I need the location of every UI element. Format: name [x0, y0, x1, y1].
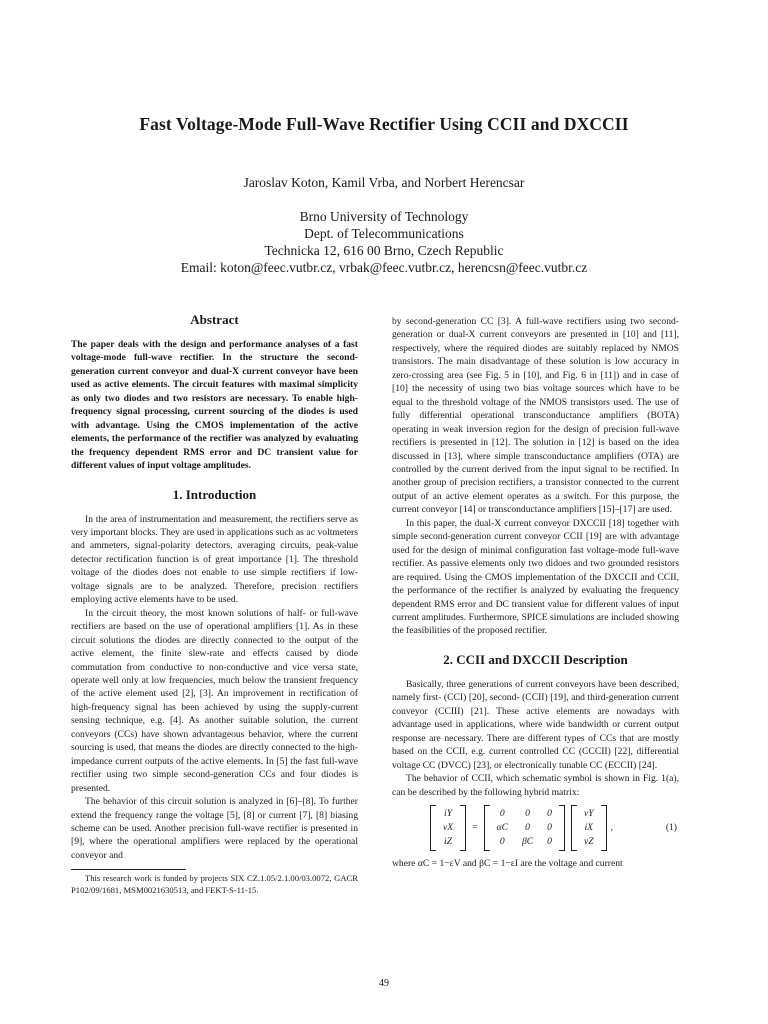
- matrix-entry: 0: [499, 836, 505, 848]
- matrix-entry: 0: [547, 822, 552, 834]
- right-last-line: where αC = 1−εV and βC = 1−εI are the voltage and current: [392, 857, 623, 869]
- paper-title: Fast Voltage-Mode Full-Wave Rectifier Using CCII and DXCCII: [139, 114, 629, 134]
- matrix-entry: 0: [499, 808, 505, 820]
- matrix-entry: αC: [496, 822, 508, 834]
- funding-footnote: This research work is funded by projects SIX CZ.1.05/2.1.00/03.0072, GACR P102/09/1681, MSM0021630513, and FEKT-S-11-15.: [71, 873, 358, 896]
- hybrid-matrix: [484, 805, 565, 851]
- affiliation-address: Technicka 12, 616 00 Brno, Czech Republic: [264, 243, 504, 258]
- abstract-heading: Abstract: [190, 312, 239, 327]
- left-column: [71, 312, 358, 896]
- lhs-entry: iY: [444, 808, 453, 820]
- equals-sign: =: [472, 822, 478, 834]
- affiliation-university: Brno University of Technology: [299, 209, 469, 224]
- affiliation-block: [0, 208, 768, 276]
- footnote-rule: [71, 869, 186, 870]
- matrix-entry: βC: [521, 836, 534, 848]
- rhs-entry: vZ: [583, 836, 594, 848]
- rhs-vector: [571, 805, 607, 851]
- intro-paragraph-2: In the circuit theory, the most known solutions of half- or full-wave rectifiers are based on the use of operational amplifiers [1]. As in these circuit solutions the diodes are directly connected to the output of the active element, the finite slew-rate and effects caused by diode commutation from conductive to non-conductive and vice versa state, operate well only at low frequencies, much below the transient frequency of the active element used [2], [3]. An improvement in rectification of high-frequency signal has been achieved by using the supply-current sensing technique, e.g. [4]. As another suitable solution, the current conveyors (CCs) have shown advantageous behavior, where the current sourcing is used, that means the diodes are directly connected to the high-impedance current outputs of the active elements. In [5] the fast full-wave rectifier using two simple second-generation CCs and four diodes is presented.: [71, 607, 358, 794]
- section-2-heading: 2. CCII and DXCCII Description: [443, 651, 628, 667]
- matrix-entry: 0: [525, 808, 530, 820]
- page-number: 49: [379, 978, 389, 989]
- section-2-paragraph-1: Basically, three generations of current conveyors have been described, namely first- (CCI) [20], second- (CCII) [19], and third-generation current conveyor (CCIII) [21]. These active elements are nowadays with advantage used in applications, where wide bandwidth or current output response are necessary. There are different types of CCs that are mostly based on the CCII, e.g. current controlled CC (CCCII) [22], differential voltage CC (DVCC) [23], or electronically tunable CC (ECCII) [24].: [392, 678, 679, 771]
- right-paragraph-2: In this paper, the dual-X current conveyor DXCCII [18] together with simple second-generation current conveyor CCII [19] are with advantage used for the design of minimal configuration fast voltage-mode full-wave rectifier. As passive elements only two didoes and two grounded resistors are required. Using the CMOS implementation of the DXCCII and CCII, the performance of the rectifier is analyzed by evaluating the frequency dependent RMS error and DC transient value for different values of input current amplitudes. Furthermore, SPICE simulations are included showing the feasibilities of the proposed rectifier.: [392, 517, 679, 637]
- equation-1: iY vX iZ = 0 0 0 αC 0 0 0 βC 0 vY iX vZ , (1): [392, 805, 679, 851]
- lhs-entry: iZ: [444, 836, 453, 848]
- intro-paragraph-3: The behavior of this circuit solution is analyzed in [6]–[8]. To further extend the frequency range the voltage [5], [8] or current [7], [8] biasing scheme can be used. Another precision full-wave rectifier is presented in [9], where the operational amplifiers were replaced by the operational conveyor and: [71, 796, 358, 861]
- author-list: Jaroslav Koton, Kamil Vrba, and Norbert Herencsar: [243, 175, 525, 190]
- matrix-entry: 0: [525, 822, 530, 834]
- right-paragraph-1: by second-generation CC [3]. A full-wave rectifiers using two second-generation or dual-X current conveyors are presented in [10] and [11], respectively, where the required diodes are suitably replaced by NMOS transistors. The main disadvantage of these solution is low accuracy in zero-crossing area (see Fig. 5 in [10], and Fig. 6 in [11]) and in case of [10] the necessity of using two bias voltage sources which have to be equal to the threshold voltage of the NMOS transistors used. The use of fully differential operational transconductance amplifiers (BOTA) operating in weak inversion region for the design of precision full-wave rectifiers is presented in [12]. The solution in [12] is based on the idea discussed in [13], where simple transconductance amplifiers (OTA) are controlled by the current derived from the input signal to be rectified. In another group of precision rectifiers, a transistor connected to the current output of an active element operates as a switch. For this purpose, the current conveyor [14] or transconductance amplifiers [15]–[17] are used.: [392, 316, 679, 516]
- section-2-paragraph-2: The behavior of CCII, which schematic symbol is shown in Fig. 1(a), can be described by the following hybrid matrix:: [392, 773, 679, 798]
- equation-number: (1): [665, 822, 677, 834]
- affiliation-department: Dept. of Telecommunications: [304, 226, 464, 241]
- introduction-heading: 1. Introduction: [172, 486, 257, 502]
- matrix-entry: 0: [547, 808, 552, 820]
- rhs-entry: vY: [583, 808, 594, 820]
- abstract-text: The paper deals with the design and performance analyses of a fast voltage-mode full-wave rectifier. In the structure the second-generation current conveyor and dual-X current conveyor have been used as active elements. The circuit features with maximal simplicity as only two diodes and two resistors are necessary. To enable high-frequency signal processing, current sourcing of the diodes is used with advantage. Using the CMOS implementation of the active elements, the performance of the rectifier was analyzed by evaluating the frequency dependent RMS error and DC transient value for different values of input voltage amplitudes.: [71, 339, 358, 472]
- lhs-entry: vX: [443, 822, 454, 834]
- intro-paragraph-1: In the area of instrumentation and measurement, the rectifiers serve as very important blocks. They are used in applications such as ac voltmeters and ammeters, signal-polarity detectors, averaging circuits, peak-value detector rectification function is of great importance [1]. The threshold voltage of the diodes does not enable to use simple rectifiers if low-voltage signals are to be analyzed. Therefore, precision rectifiers employing active elements have to be used.: [71, 513, 358, 606]
- rhs-entry: iX: [584, 822, 594, 834]
- affiliation-email: Email: koton@feec.vutbr.cz, vrbak@feec.vutbr.cz, herencsn@feec.vutbr.cz: [180, 260, 588, 275]
- lhs-vector: [430, 805, 466, 851]
- matrix-entry: 0: [547, 836, 552, 848]
- right-column: [392, 315, 679, 870]
